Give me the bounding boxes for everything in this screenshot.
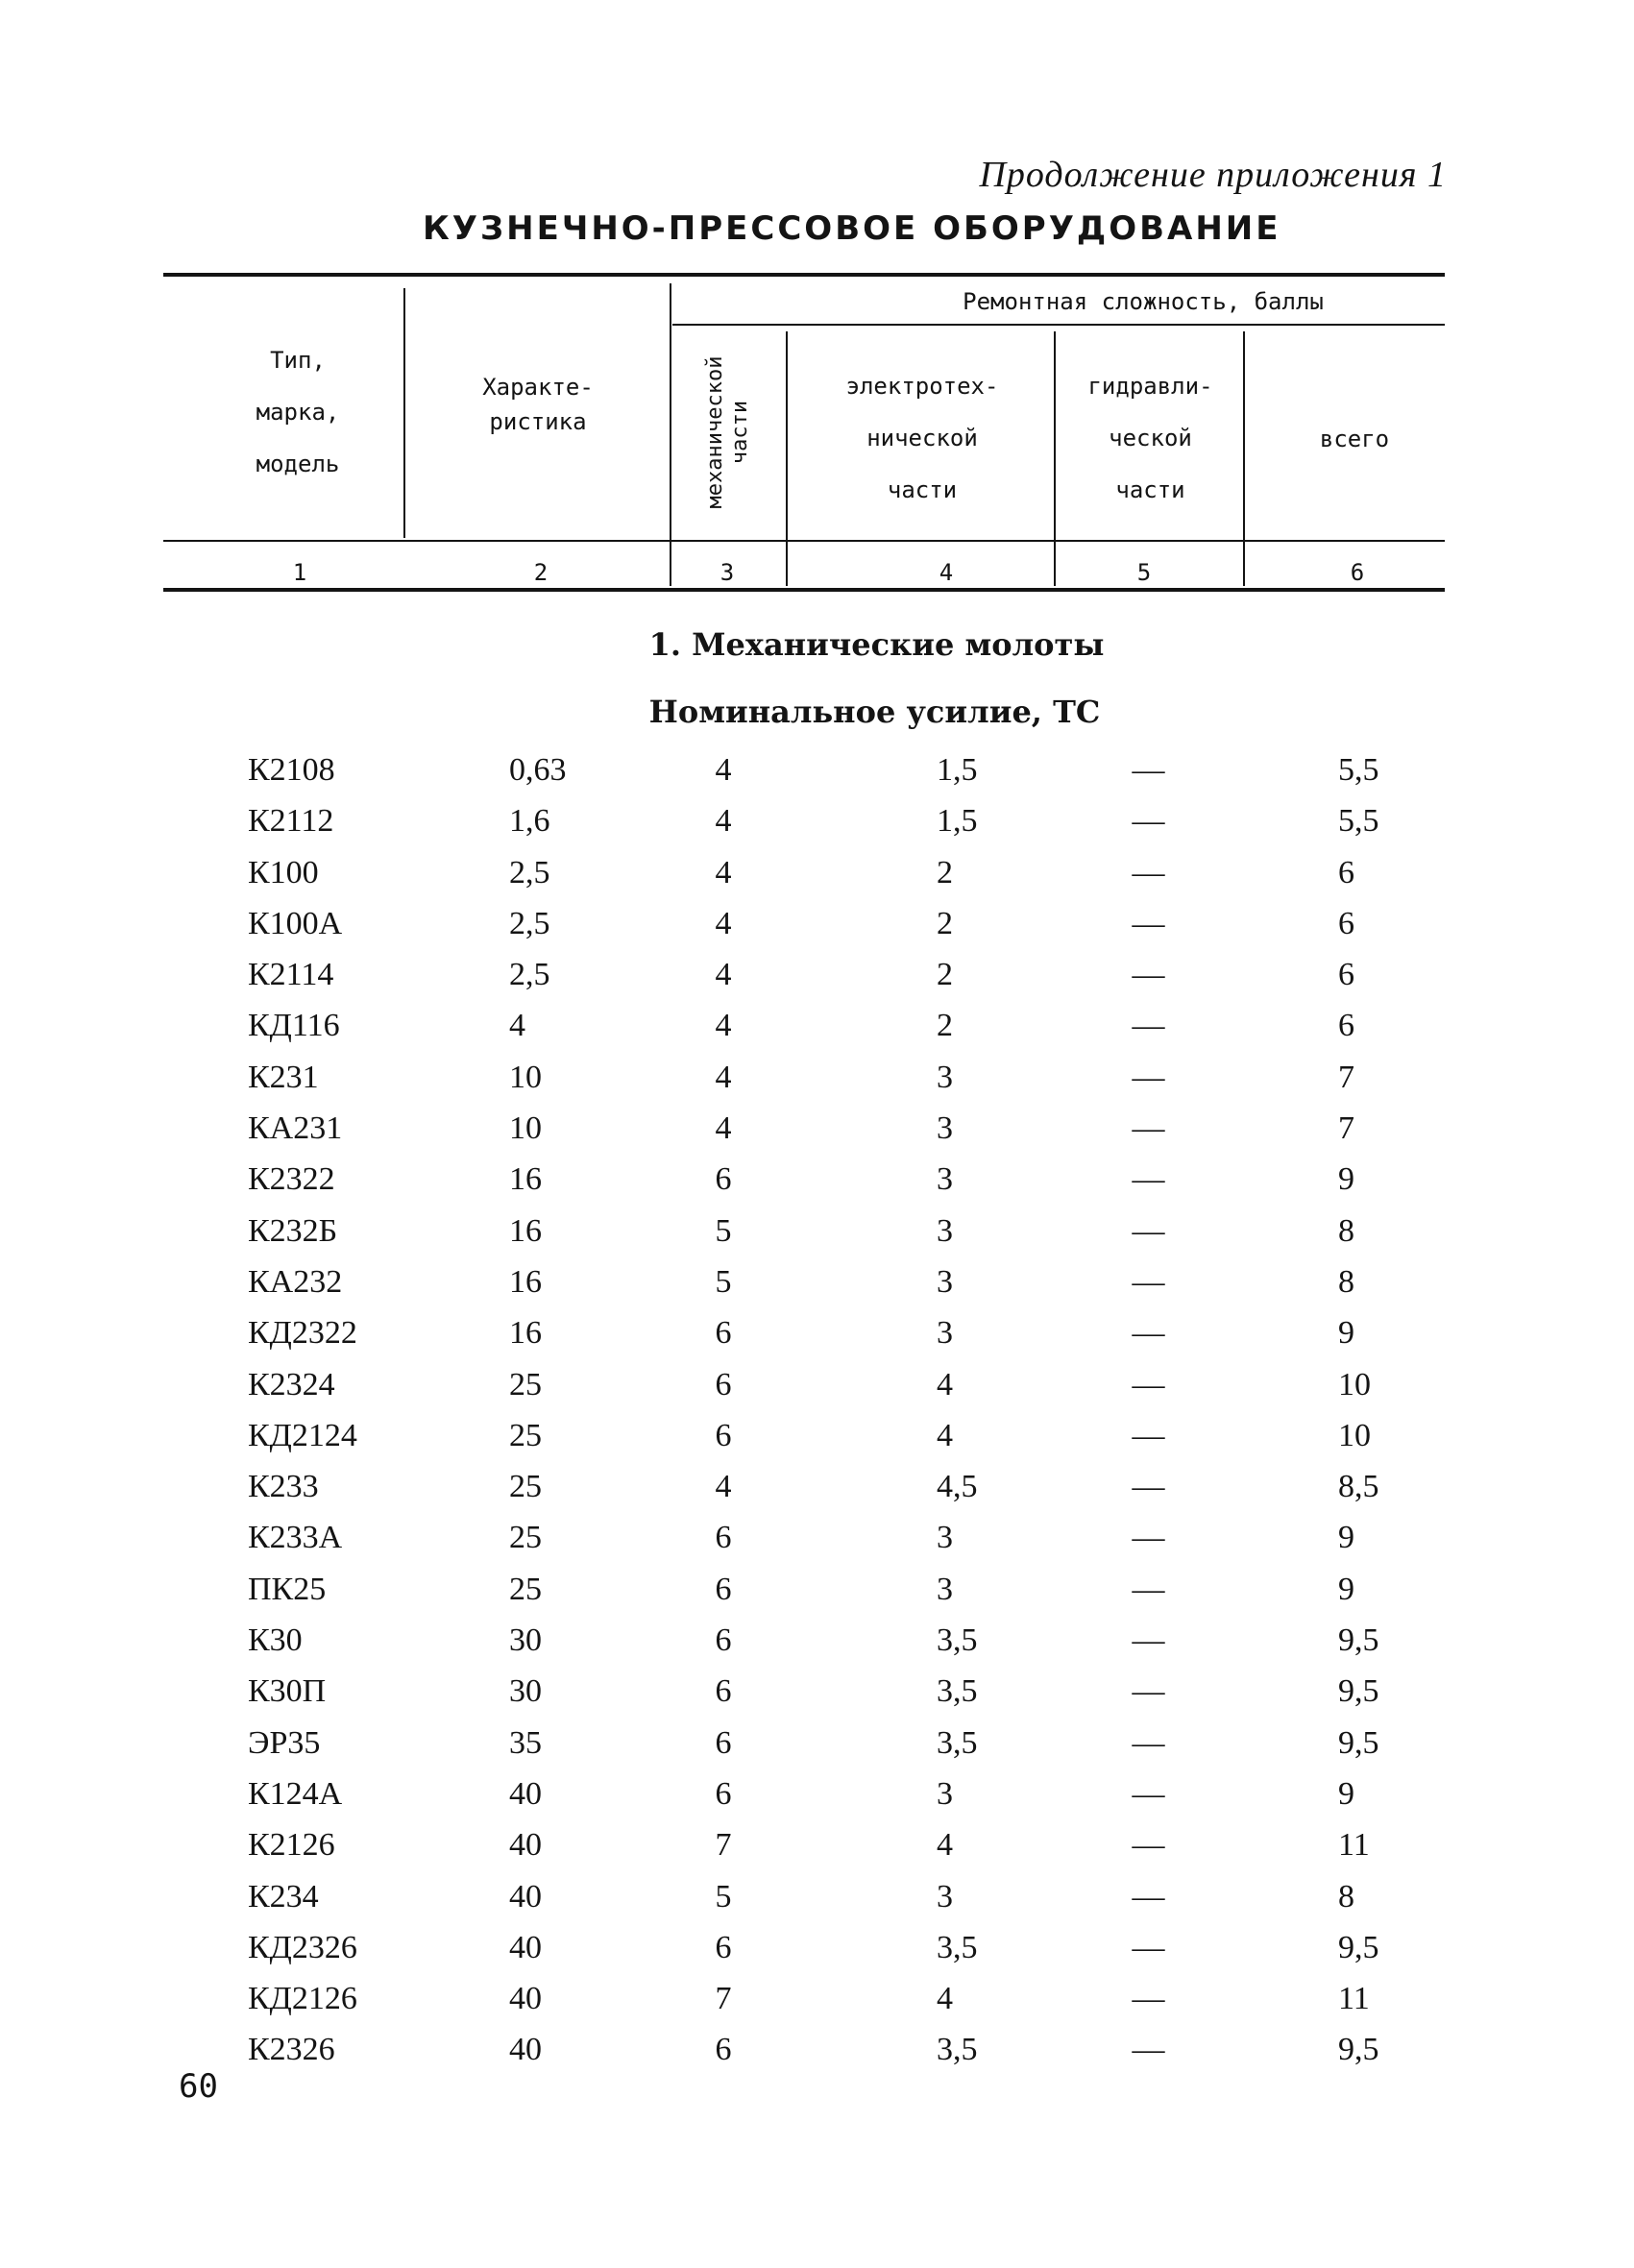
header-col2-line2: ристика (489, 408, 587, 435)
cell-characteristic: 16 (509, 1315, 542, 1352)
table-header-bottom-rule (163, 588, 1445, 592)
cell-model: К233А (248, 1520, 343, 1556)
cell-mechanical: 4 (715, 1110, 732, 1147)
header-col6: всего (1319, 426, 1390, 452)
cell-model: К2324 (248, 1366, 335, 1402)
cell-hydraulic: — (1132, 2032, 1165, 2068)
cell-mechanical: 4 (715, 1059, 732, 1095)
cell-hydraulic: — (1132, 803, 1165, 840)
divider-2 (670, 283, 671, 586)
cell-model: К124А (248, 1775, 343, 1812)
table-row (0, 1154, 1634, 1205)
cell-electrical: 2 (937, 1008, 953, 1044)
cell-hydraulic: — (1132, 1827, 1165, 1864)
table-row (0, 847, 1634, 898)
header-col5-line3: части (1115, 476, 1185, 503)
cell-hydraulic: — (1132, 752, 1165, 788)
divider-4 (1054, 331, 1056, 586)
cell-electrical: 3 (937, 1110, 953, 1147)
cell-mechanical: 4 (715, 957, 732, 993)
divider-5 (1243, 331, 1245, 586)
cell-hydraulic: — (1132, 1161, 1165, 1198)
table-row (0, 1718, 1634, 1768)
cell-total: 11 (1338, 1827, 1370, 1864)
cell-total: 9,5 (1338, 1724, 1379, 1761)
cell-total: 11 (1338, 1981, 1370, 2017)
cell-hydraulic: — (1132, 1878, 1165, 1914)
col-number-5: 5 (1136, 559, 1152, 586)
table-row (0, 1359, 1634, 1410)
cell-mechanical: 7 (715, 1827, 732, 1864)
cell-total: 9 (1338, 1520, 1354, 1556)
cell-electrical: 2 (937, 854, 953, 890)
cell-hydraulic: — (1132, 1110, 1165, 1147)
cell-total: 9 (1338, 1315, 1354, 1352)
cell-total: 8 (1338, 1263, 1354, 1300)
cell-electrical: 4,5 (937, 1469, 978, 1505)
cell-model: К2322 (248, 1161, 335, 1198)
cell-total: 5,5 (1338, 803, 1379, 840)
cell-characteristic: 10 (509, 1110, 542, 1147)
cell-mechanical: 6 (715, 1315, 732, 1352)
header-bottom-rule (163, 540, 1445, 542)
cell-electrical: 3,5 (937, 1622, 978, 1659)
cell-hydraulic: — (1132, 1417, 1165, 1453)
cell-model: КД2322 (248, 1315, 357, 1352)
col-number-6: 6 (1350, 559, 1365, 586)
section-title: 1. Механические молоты (648, 626, 1105, 663)
table-row (0, 1410, 1634, 1461)
cell-electrical: 3 (937, 1571, 953, 1607)
cell-characteristic: 40 (509, 1775, 542, 1812)
cell-electrical: 3 (937, 1878, 953, 1914)
cell-characteristic: 2,5 (509, 957, 550, 993)
cell-electrical: 3,5 (937, 1724, 978, 1761)
cell-total: 7 (1338, 1059, 1354, 1095)
table-row (0, 1307, 1634, 1358)
cell-model: К100А (248, 905, 343, 941)
cell-characteristic: 16 (509, 1161, 542, 1198)
cell-model: К30 (248, 1622, 303, 1659)
table-row (0, 1052, 1634, 1103)
table-row (0, 949, 1634, 1000)
cell-mechanical: 6 (715, 1417, 732, 1453)
cell-mechanical: 6 (715, 1724, 732, 1761)
cell-characteristic: 30 (509, 1622, 542, 1659)
cell-model: К2108 (248, 752, 335, 788)
cell-total: 6 (1338, 1008, 1354, 1044)
cell-mechanical: 5 (715, 1263, 732, 1300)
cell-total: 10 (1338, 1366, 1371, 1402)
cell-hydraulic: — (1132, 854, 1165, 890)
header-col5-line2: ческой (1109, 425, 1192, 451)
cell-characteristic: 0,63 (509, 752, 567, 788)
data-table-body (0, 744, 1634, 2076)
cell-electrical: 3 (937, 1315, 953, 1352)
cell-hydraulic: — (1132, 1929, 1165, 1965)
cell-electrical: 2 (937, 957, 953, 993)
cell-hydraulic: — (1132, 1315, 1165, 1352)
cell-mechanical: 7 (715, 1981, 732, 2017)
cell-electrical: 4 (937, 1827, 953, 1864)
cell-total: 6 (1338, 905, 1354, 941)
cell-hydraulic: — (1132, 957, 1165, 993)
cell-model: КД2126 (248, 1981, 357, 2017)
header-group: Ремонтная сложность, баллы (963, 288, 1324, 315)
table-row (0, 1512, 1634, 1563)
table-top-rule (163, 273, 1445, 277)
cell-electrical: 4 (937, 1366, 953, 1402)
cell-characteristic: 25 (509, 1469, 542, 1505)
cell-characteristic: 40 (509, 1929, 542, 1965)
table-row (0, 1256, 1634, 1307)
cell-characteristic: 16 (509, 1263, 542, 1300)
header-col1 (221, 334, 375, 490)
table-row (0, 1922, 1634, 1973)
cell-electrical: 3,5 (937, 1673, 978, 1710)
cell-mechanical: 6 (715, 1366, 732, 1402)
cell-mechanical: 4 (715, 803, 732, 840)
cell-mechanical: 4 (715, 1469, 732, 1505)
table-row (0, 1666, 1634, 1717)
header-col3-line2: части (727, 400, 752, 465)
cell-mechanical: 5 (715, 1212, 732, 1249)
cell-hydraulic: — (1132, 1212, 1165, 1249)
col-number-4: 4 (939, 559, 954, 586)
cell-model: К2126 (248, 1827, 335, 1864)
group-header-rule (672, 324, 1445, 326)
table-row (0, 1206, 1634, 1256)
cell-characteristic: 4 (509, 1008, 525, 1044)
cell-characteristic: 40 (509, 1981, 542, 2017)
cell-electrical: 3 (937, 1212, 953, 1249)
cell-total: 9 (1338, 1571, 1354, 1607)
table-row (0, 1000, 1634, 1051)
cell-characteristic: 2,5 (509, 854, 550, 890)
cell-model: КА232 (248, 1263, 343, 1300)
cell-hydraulic: — (1132, 1622, 1165, 1659)
cell-electrical: 4 (937, 1417, 953, 1453)
header-col3-line1: механической (702, 355, 727, 509)
cell-hydraulic: — (1132, 1520, 1165, 1556)
table-row (0, 1461, 1634, 1512)
cell-model: К232Б (248, 1212, 338, 1249)
cell-electrical: 3,5 (937, 2032, 978, 2068)
cell-total: 8,5 (1338, 1469, 1379, 1505)
cell-characteristic: 25 (509, 1571, 542, 1607)
cell-model: К2326 (248, 2032, 335, 2068)
cell-characteristic: 40 (509, 2032, 542, 2068)
continuation-note: Продолжение приложения 1 (979, 155, 1447, 195)
cell-total: 9,5 (1338, 1673, 1379, 1710)
table-row (0, 1871, 1634, 1922)
cell-total: 9,5 (1338, 1929, 1379, 1965)
page-number: 60 (179, 2067, 218, 2106)
cell-characteristic: 40 (509, 1878, 542, 1914)
cell-mechanical: 6 (715, 2032, 732, 2068)
cell-electrical: 3,5 (937, 1929, 978, 1965)
cell-electrical: 3 (937, 1775, 953, 1812)
cell-hydraulic: — (1132, 1571, 1165, 1607)
cell-characteristic: 35 (509, 1724, 542, 1761)
cell-total: 8 (1338, 1212, 1354, 1249)
header-col5 (1061, 360, 1239, 516)
cell-total: 9,5 (1338, 2032, 1379, 2068)
table-row (0, 1768, 1634, 1819)
cell-model: К2114 (248, 957, 334, 993)
cell-model: КД2326 (248, 1929, 357, 1965)
cell-mechanical: 6 (715, 1673, 732, 1710)
cell-hydraulic: — (1132, 905, 1165, 941)
cell-mechanical: 6 (715, 1520, 732, 1556)
cell-hydraulic: — (1132, 1673, 1165, 1710)
cell-model: К233 (248, 1469, 319, 1505)
table-row (0, 795, 1634, 846)
cell-mechanical: 6 (715, 1622, 732, 1659)
cell-hydraulic: — (1132, 1981, 1165, 2017)
cell-mechanical: 6 (715, 1929, 732, 1965)
cell-model: ЭР35 (248, 1724, 321, 1761)
cell-model: ПК25 (248, 1571, 327, 1607)
header-col1-line3: модель (256, 451, 340, 477)
header-col3 (672, 327, 783, 538)
table-row (0, 1615, 1634, 1666)
cell-total: 10 (1338, 1417, 1371, 1453)
cell-electrical: 1,5 (937, 752, 978, 788)
cell-mechanical: 6 (715, 1161, 732, 1198)
cell-model: КД2124 (248, 1417, 357, 1453)
cell-characteristic: 30 (509, 1673, 542, 1710)
cell-hydraulic: — (1132, 1469, 1165, 1505)
cell-characteristic: 40 (509, 1827, 542, 1864)
cell-characteristic: 2,5 (509, 905, 550, 941)
cell-mechanical: 6 (715, 1775, 732, 1812)
cell-model: К234 (248, 1878, 319, 1914)
table-row (0, 1973, 1634, 2024)
cell-hydraulic: — (1132, 1366, 1165, 1402)
header-col4 (797, 360, 1047, 516)
cell-total: 9 (1338, 1161, 1354, 1198)
cell-mechanical: 4 (715, 854, 732, 890)
cell-total: 9,5 (1338, 1622, 1379, 1659)
header-col2 (442, 370, 634, 439)
header-col1-line1: Тип, (270, 347, 326, 374)
table-row (0, 898, 1634, 949)
cell-characteristic: 25 (509, 1366, 542, 1402)
cell-electrical: 2 (937, 905, 953, 941)
divider-1 (403, 288, 405, 538)
cell-hydraulic: — (1132, 1775, 1165, 1812)
col-number-1: 1 (292, 559, 307, 586)
col-number-2: 2 (533, 559, 549, 586)
table-row (0, 2024, 1634, 2075)
cell-total: 6 (1338, 854, 1354, 890)
cell-model: КА231 (248, 1110, 343, 1147)
cell-characteristic: 25 (509, 1417, 542, 1453)
cell-total: 7 (1338, 1110, 1354, 1147)
cell-characteristic: 1,6 (509, 803, 550, 840)
table-row (0, 1819, 1634, 1870)
divider-3 (786, 331, 788, 586)
cell-mechanical: 5 (715, 1878, 732, 1914)
cell-model: К100 (248, 854, 319, 890)
cell-electrical: 3 (937, 1263, 953, 1300)
col-number-3: 3 (719, 559, 735, 586)
cell-electrical: 3 (937, 1520, 953, 1556)
table-row (0, 744, 1634, 795)
cell-total: 9 (1338, 1775, 1354, 1812)
cell-total: 5,5 (1338, 752, 1379, 788)
cell-hydraulic: — (1132, 1724, 1165, 1761)
cell-characteristic: 16 (509, 1212, 542, 1249)
cell-mechanical: 4 (715, 905, 732, 941)
cell-characteristic: 25 (509, 1520, 542, 1556)
table-row (0, 1103, 1634, 1154)
cell-hydraulic: — (1132, 1059, 1165, 1095)
cell-mechanical: 4 (715, 1008, 732, 1044)
header-col4-line2: нической (866, 425, 978, 451)
header-col1-line2: марка, (256, 399, 340, 426)
header-col5-line1: гидравли- (1087, 373, 1213, 400)
header-col4-line3: части (887, 476, 958, 503)
cell-electrical: 4 (937, 1981, 953, 2017)
cell-characteristic: 10 (509, 1059, 542, 1095)
subsection-title: Номинальное усилие, ТС (648, 694, 1101, 730)
cell-model: КД116 (248, 1008, 340, 1044)
cell-model: К2112 (248, 803, 334, 840)
cell-mechanical: 6 (715, 1571, 732, 1607)
table-row (0, 1564, 1634, 1615)
cell-hydraulic: — (1132, 1263, 1165, 1300)
document-title: КУЗНЕЧНО-ПРЕССОВОЕ ОБОРУДОВАНИЕ (423, 209, 1281, 248)
cell-mechanical: 4 (715, 752, 732, 788)
cell-total: 6 (1338, 957, 1354, 993)
header-col2-line1: Характе- (482, 374, 594, 401)
cell-model: К231 (248, 1059, 319, 1095)
cell-model: К30П (248, 1673, 327, 1710)
cell-electrical: 3 (937, 1059, 953, 1095)
cell-hydraulic: — (1132, 1008, 1165, 1044)
header-col4-line1: электротех- (845, 373, 999, 400)
cell-electrical: 1,5 (937, 803, 978, 840)
cell-electrical: 3 (937, 1161, 953, 1198)
cell-total: 8 (1338, 1878, 1354, 1914)
